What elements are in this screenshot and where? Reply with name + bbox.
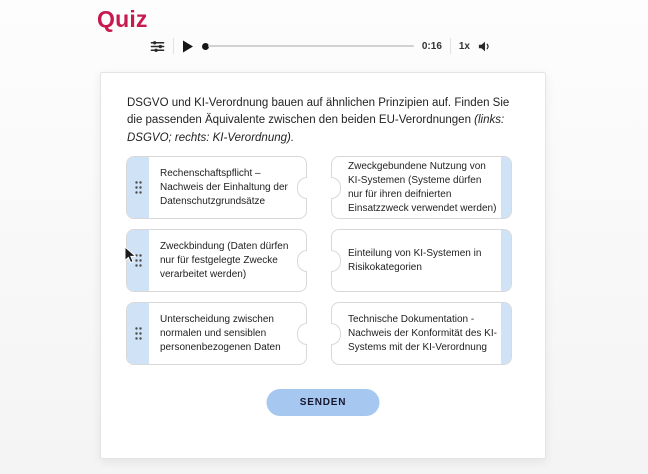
- drag-strip[interactable]: [127, 157, 149, 218]
- drag-handle-icon: [135, 327, 142, 340]
- quiz-instruction: [127, 95, 523, 147]
- drag-strip[interactable]: [127, 230, 149, 291]
- player-divider-2: [450, 38, 451, 54]
- instruction-text: DSGVO und KI-Verordnung bauen auf ähnlichen Prinzipien auf. Finden Sie die passenden Äquivalente zwischen den beiden EU-Verordnungen: [127, 97, 510, 127]
- page-title: Quiz: [97, 6, 148, 32]
- submit-button[interactable]: SENDEN: [267, 389, 380, 416]
- drop-card-ki-3[interactable]: [331, 302, 512, 365]
- card-text: Zweckgebundene Nutzung von KI-Systemen (Systeme dürfen nur für ihren deifnierten Einsatzzweck verwendet werden): [348, 160, 497, 214]
- volume-icon[interactable]: [478, 40, 492, 53]
- accent-strip: [501, 230, 511, 291]
- player-divider: [173, 38, 174, 54]
- drag-handle-icon: [135, 181, 142, 194]
- time-display: 0:16: [421, 40, 442, 52]
- drop-card-ki-2[interactable]: [331, 229, 512, 292]
- progress-track: [208, 45, 414, 47]
- card-text: Unterscheidung zwischen normalen und sensiblen personenbezogenen Daten: [160, 313, 281, 353]
- matching-grid: [126, 156, 512, 365]
- tune-icon[interactable]: [150, 39, 165, 54]
- instruction-hint: (links: DSGVO; rechts: KI-Verordnung).: [127, 114, 505, 144]
- drop-card-ki-1[interactable]: [331, 156, 512, 219]
- card-text: Einteilung von KI-Systemen in Risikokategorien: [348, 247, 482, 273]
- play-icon: [182, 40, 194, 53]
- audio-player: [150, 36, 492, 56]
- accent-strip: [501, 303, 511, 364]
- accent-strip: [501, 157, 511, 218]
- card-text: Rechenschaftspflicht – Nachweis der Einhaltung der Datenschutzgrundsätze: [160, 167, 288, 207]
- draggable-card-dsgvo-1[interactable]: [126, 156, 307, 219]
- play-button[interactable]: [182, 40, 194, 53]
- card-text: Zweckbindung (Daten dürfen nur für festgelegte Zwecke verarbeitet werden): [160, 240, 289, 280]
- playback-speed-button[interactable]: 1x: [458, 40, 470, 52]
- draggable-card-dsgvo-3[interactable]: [126, 302, 307, 365]
- progress-bar[interactable]: [202, 39, 414, 53]
- drag-handle-icon: [135, 254, 142, 267]
- drag-strip[interactable]: [127, 303, 149, 364]
- draggable-card-dsgvo-2[interactable]: [126, 229, 307, 292]
- quiz-panel: [100, 72, 546, 459]
- card-text: Technische Dokumentation - Nachweis der Konformität des KI-Systems mit der KI-Verordnung: [348, 313, 497, 353]
